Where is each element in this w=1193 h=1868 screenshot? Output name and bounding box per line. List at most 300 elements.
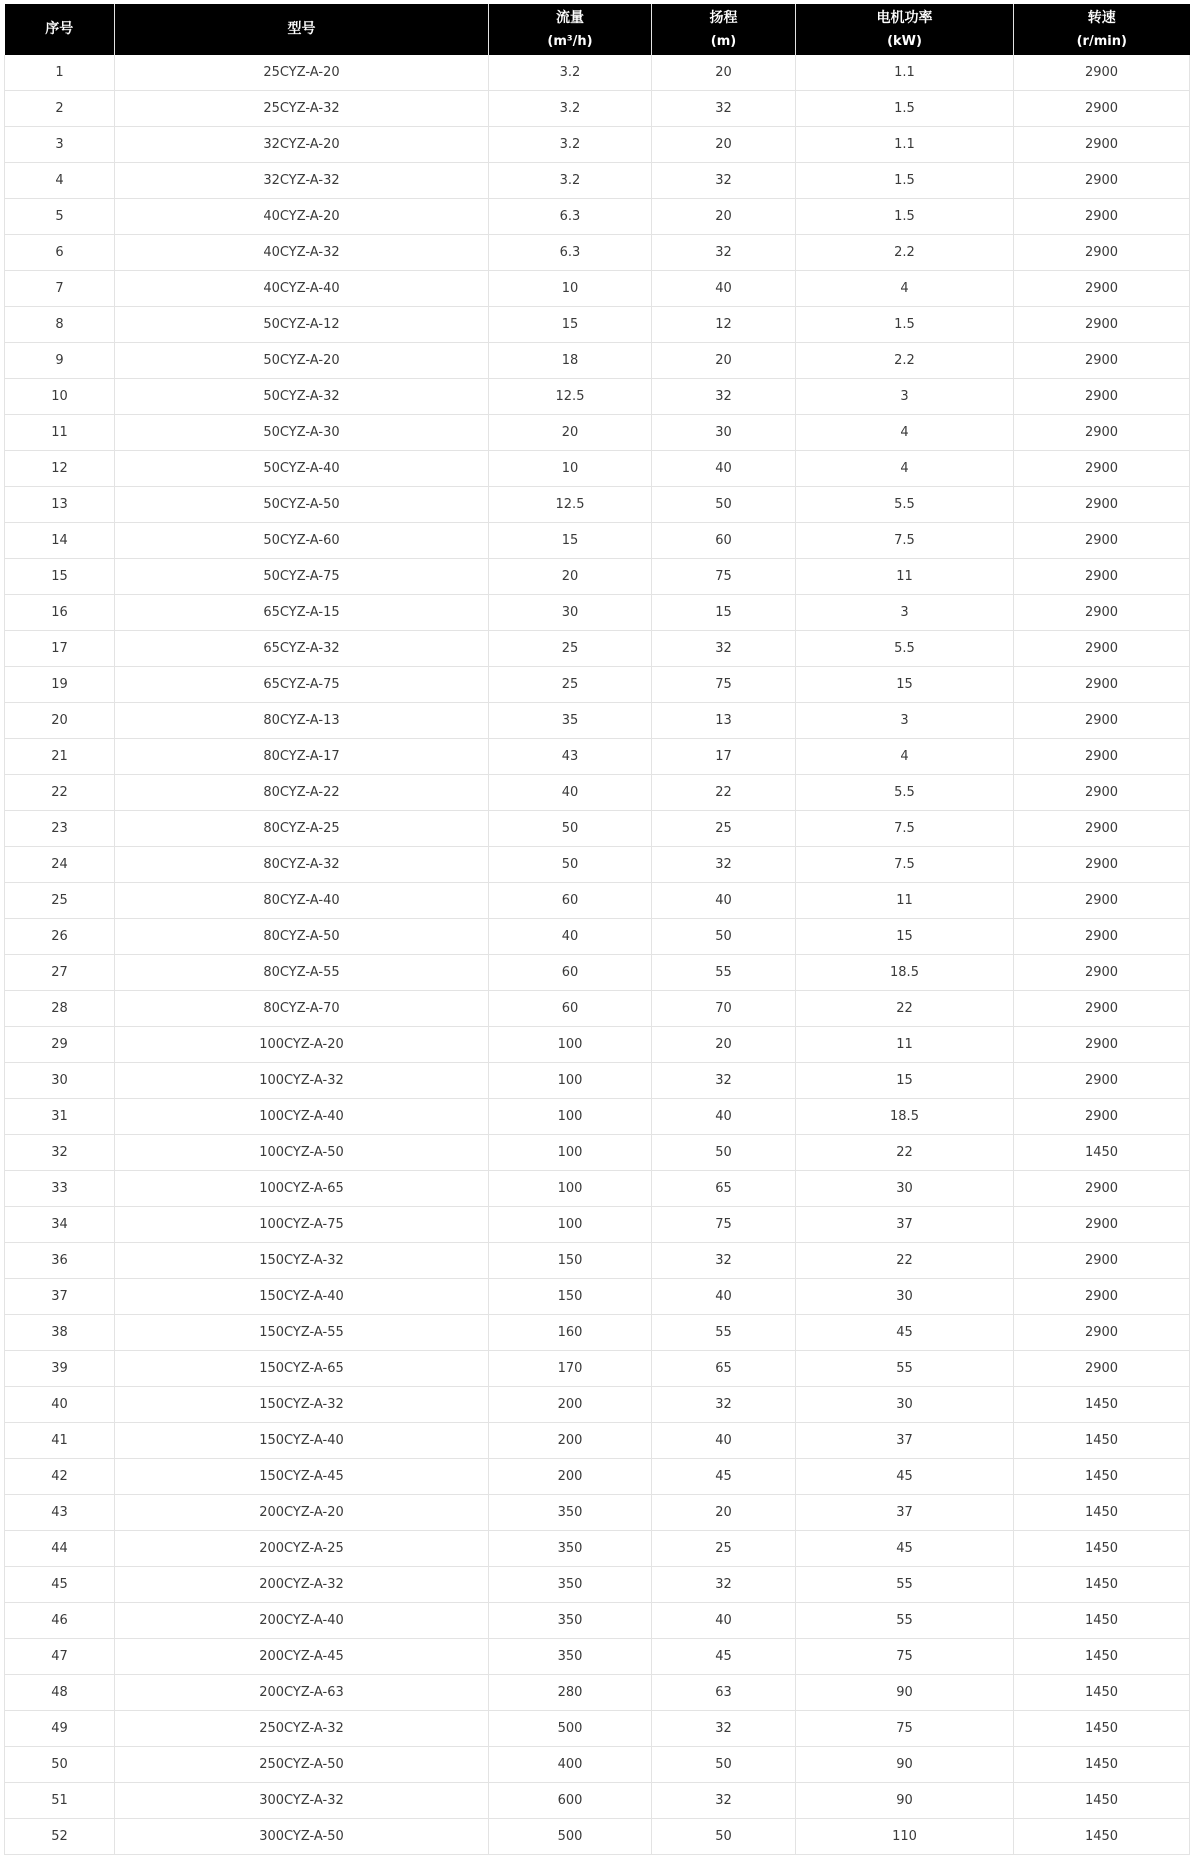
cell-index: 43	[5, 1495, 115, 1531]
table-row	[5, 1207, 1190, 1243]
cell-speed: 1450	[1014, 1135, 1190, 1171]
cell-head: 32	[652, 1063, 796, 1099]
cell-speed: 2900	[1014, 343, 1190, 379]
cell-speed: 2900	[1014, 559, 1190, 595]
cell-head: 55	[652, 1315, 796, 1351]
cell-index: 14	[5, 523, 115, 559]
cell-motor-power: 4	[796, 739, 1014, 775]
cell-speed: 2900	[1014, 595, 1190, 631]
cell-flow: 200	[489, 1423, 652, 1459]
cell-motor-power: 110	[796, 1819, 1014, 1855]
cell-model: 80CYZ-A-55	[115, 955, 489, 991]
cell-model: 300CYZ-A-50	[115, 1819, 489, 1855]
cell-motor-power: 11	[796, 1027, 1014, 1063]
cell-model: 100CYZ-A-20	[115, 1027, 489, 1063]
cell-flow: 60	[489, 991, 652, 1027]
cell-head: 32	[652, 631, 796, 667]
header-label: 流量	[556, 9, 584, 26]
header-flow	[489, 4, 652, 55]
cell-head: 45	[652, 1459, 796, 1495]
cell-head: 50	[652, 1819, 796, 1855]
cell-speed: 2900	[1014, 883, 1190, 919]
cell-motor-power: 22	[796, 1135, 1014, 1171]
cell-speed: 2900	[1014, 199, 1190, 235]
cell-index: 21	[5, 739, 115, 775]
cell-motor-power: 15	[796, 919, 1014, 955]
table-row	[5, 1747, 1190, 1783]
table-row	[5, 883, 1190, 919]
cell-model: 32CYZ-A-32	[115, 163, 489, 199]
cell-motor-power: 2.2	[796, 235, 1014, 271]
header-label: 序号	[45, 21, 74, 37]
table-row	[5, 1387, 1190, 1423]
cell-speed: 2900	[1014, 847, 1190, 883]
cell-index: 45	[5, 1567, 115, 1603]
header-label: 转速	[1087, 9, 1116, 26]
cell-model: 80CYZ-A-70	[115, 991, 489, 1027]
cell-motor-power: 4	[796, 271, 1014, 307]
cell-motor-power: 37	[796, 1207, 1014, 1243]
table-row	[5, 379, 1190, 415]
table-row	[5, 523, 1190, 559]
header-unit: (kW)	[887, 33, 922, 49]
cell-speed: 1450	[1014, 1819, 1190, 1855]
cell-head: 32	[652, 235, 796, 271]
cell-model: 65CYZ-A-75	[115, 667, 489, 703]
table-row	[5, 1459, 1190, 1495]
cell-head: 45	[652, 1639, 796, 1675]
cell-motor-power: 3	[796, 703, 1014, 739]
table-row	[5, 487, 1190, 523]
cell-flow: 100	[489, 1027, 652, 1063]
cell-index: 41	[5, 1423, 115, 1459]
cell-motor-power: 30	[796, 1171, 1014, 1207]
cell-flow: 100	[489, 1099, 652, 1135]
cell-motor-power: 1.5	[796, 163, 1014, 199]
cell-flow: 350	[489, 1531, 652, 1567]
cell-model: 80CYZ-A-13	[115, 703, 489, 739]
cell-model: 25CYZ-A-20	[115, 55, 489, 91]
cell-flow: 100	[489, 1063, 652, 1099]
cell-model: 50CYZ-A-32	[115, 379, 489, 415]
table-row	[5, 91, 1190, 127]
cell-head: 32	[652, 1783, 796, 1819]
cell-index: 13	[5, 487, 115, 523]
header-label: 型号	[287, 21, 316, 37]
cell-index: 47	[5, 1639, 115, 1675]
cell-flow: 35	[489, 703, 652, 739]
cell-speed: 1450	[1014, 1603, 1190, 1639]
cell-flow: 3.2	[489, 163, 652, 199]
table-row	[5, 451, 1190, 487]
cell-index: 11	[5, 415, 115, 451]
cell-head: 65	[652, 1171, 796, 1207]
cell-model: 100CYZ-A-40	[115, 1099, 489, 1135]
cell-motor-power: 45	[796, 1459, 1014, 1495]
cell-speed: 2900	[1014, 55, 1190, 91]
cell-head: 22	[652, 775, 796, 811]
cell-speed: 2900	[1014, 703, 1190, 739]
cell-head: 32	[652, 1711, 796, 1747]
table-row	[5, 271, 1190, 307]
cell-head: 50	[652, 919, 796, 955]
cell-speed: 2900	[1014, 163, 1190, 199]
cell-model: 80CYZ-A-32	[115, 847, 489, 883]
cell-model: 80CYZ-A-25	[115, 811, 489, 847]
cell-head: 40	[652, 1279, 796, 1315]
cell-flow: 15	[489, 307, 652, 343]
cell-motor-power: 1.1	[796, 127, 1014, 163]
cell-speed: 2900	[1014, 235, 1190, 271]
table-row	[5, 739, 1190, 775]
cell-index: 33	[5, 1171, 115, 1207]
cell-speed: 1450	[1014, 1639, 1190, 1675]
table-row	[5, 955, 1190, 991]
cell-speed: 2900	[1014, 1027, 1190, 1063]
cell-head: 63	[652, 1675, 796, 1711]
cell-speed: 2900	[1014, 919, 1190, 955]
cell-speed: 2900	[1014, 1207, 1190, 1243]
table-row	[5, 343, 1190, 379]
cell-head: 20	[652, 55, 796, 91]
cell-head: 25	[652, 811, 796, 847]
cell-index: 25	[5, 883, 115, 919]
cell-motor-power: 3	[796, 595, 1014, 631]
cell-speed: 2900	[1014, 451, 1190, 487]
cell-flow: 60	[489, 955, 652, 991]
cell-flow: 20	[489, 559, 652, 595]
cell-flow: 100	[489, 1135, 652, 1171]
cell-head: 55	[652, 955, 796, 991]
cell-motor-power: 7.5	[796, 847, 1014, 883]
cell-motor-power: 11	[796, 883, 1014, 919]
cell-motor-power: 7.5	[796, 811, 1014, 847]
cell-head: 65	[652, 1351, 796, 1387]
header-speed	[1014, 4, 1190, 55]
cell-flow: 350	[489, 1495, 652, 1531]
cell-speed: 2900	[1014, 991, 1190, 1027]
table-header	[5, 4, 1190, 55]
cell-model: 80CYZ-A-40	[115, 883, 489, 919]
cell-head: 75	[652, 1207, 796, 1243]
cell-index: 22	[5, 775, 115, 811]
cell-head: 20	[652, 343, 796, 379]
cell-flow: 10	[489, 451, 652, 487]
header-label: 扬程	[709, 9, 738, 26]
table-row	[5, 235, 1190, 271]
cell-head: 32	[652, 847, 796, 883]
table-row	[5, 1027, 1190, 1063]
cell-index: 15	[5, 559, 115, 595]
cell-speed: 2900	[1014, 955, 1190, 991]
cell-model: 80CYZ-A-17	[115, 739, 489, 775]
cell-flow: 100	[489, 1207, 652, 1243]
header-label: 电机功率	[876, 9, 933, 26]
cell-head: 32	[652, 1567, 796, 1603]
header-model	[115, 4, 489, 55]
cell-flow: 20	[489, 415, 652, 451]
cell-index: 20	[5, 703, 115, 739]
cell-index: 51	[5, 1783, 115, 1819]
cell-motor-power: 1.5	[796, 199, 1014, 235]
cell-flow: 25	[489, 667, 652, 703]
cell-flow: 3.2	[489, 91, 652, 127]
table-row	[5, 1423, 1190, 1459]
cell-speed: 2900	[1014, 739, 1190, 775]
cell-model: 32CYZ-A-20	[115, 127, 489, 163]
cell-head: 40	[652, 451, 796, 487]
table-row	[5, 415, 1190, 451]
cell-speed: 2900	[1014, 1279, 1190, 1315]
cell-head: 20	[652, 1027, 796, 1063]
table-row	[5, 919, 1190, 955]
header-unit: (r/min)	[1076, 33, 1127, 49]
cell-speed: 2900	[1014, 91, 1190, 127]
cell-motor-power: 37	[796, 1495, 1014, 1531]
cell-model: 200CYZ-A-25	[115, 1531, 489, 1567]
cell-model: 50CYZ-A-75	[115, 559, 489, 595]
table-row	[5, 55, 1190, 91]
cell-head: 60	[652, 523, 796, 559]
cell-model: 40CYZ-A-32	[115, 235, 489, 271]
cell-index: 48	[5, 1675, 115, 1711]
cell-index: 46	[5, 1603, 115, 1639]
cell-index: 9	[5, 343, 115, 379]
cell-model: 65CYZ-A-15	[115, 595, 489, 631]
cell-flow: 160	[489, 1315, 652, 1351]
cell-model: 300CYZ-A-32	[115, 1783, 489, 1819]
cell-speed: 1450	[1014, 1459, 1190, 1495]
cell-flow: 150	[489, 1279, 652, 1315]
cell-head: 17	[652, 739, 796, 775]
cell-index: 24	[5, 847, 115, 883]
cell-flow: 12.5	[489, 487, 652, 523]
header-motor-power	[796, 4, 1014, 55]
header-row	[5, 4, 1190, 55]
cell-speed: 2900	[1014, 487, 1190, 523]
cell-model: 150CYZ-A-45	[115, 1459, 489, 1495]
cell-head: 75	[652, 667, 796, 703]
cell-speed: 2900	[1014, 667, 1190, 703]
cell-motor-power: 22	[796, 1243, 1014, 1279]
cell-flow: 10	[489, 271, 652, 307]
header-index	[5, 4, 115, 55]
cell-index: 40	[5, 1387, 115, 1423]
cell-flow: 6.3	[489, 235, 652, 271]
cell-index: 7	[5, 271, 115, 307]
cell-speed: 1450	[1014, 1531, 1190, 1567]
cell-index: 16	[5, 595, 115, 631]
cell-model: 40CYZ-A-40	[115, 271, 489, 307]
table-row	[5, 1495, 1190, 1531]
cell-head: 50	[652, 487, 796, 523]
cell-head: 70	[652, 991, 796, 1027]
cell-model: 100CYZ-A-65	[115, 1171, 489, 1207]
cell-model: 50CYZ-A-30	[115, 415, 489, 451]
cell-index: 49	[5, 1711, 115, 1747]
table-row	[5, 991, 1190, 1027]
cell-index: 26	[5, 919, 115, 955]
cell-speed: 2900	[1014, 775, 1190, 811]
cell-motor-power: 1.5	[796, 91, 1014, 127]
cell-model: 150CYZ-A-32	[115, 1243, 489, 1279]
cell-head: 15	[652, 595, 796, 631]
cell-motor-power: 4	[796, 415, 1014, 451]
table-row	[5, 559, 1190, 595]
cell-head: 30	[652, 415, 796, 451]
cell-motor-power: 30	[796, 1387, 1014, 1423]
cell-motor-power: 45	[796, 1531, 1014, 1567]
cell-head: 32	[652, 91, 796, 127]
table-row	[5, 1603, 1190, 1639]
table-row	[5, 307, 1190, 343]
cell-speed: 2900	[1014, 631, 1190, 667]
cell-motor-power: 11	[796, 559, 1014, 595]
table-row	[5, 1315, 1190, 1351]
table-row	[5, 703, 1190, 739]
cell-model: 100CYZ-A-32	[115, 1063, 489, 1099]
table-row	[5, 1171, 1190, 1207]
header-unit: (m³/h)	[547, 33, 593, 49]
cell-motor-power: 7.5	[796, 523, 1014, 559]
cell-head: 40	[652, 271, 796, 307]
cell-index: 2	[5, 91, 115, 127]
table-row	[5, 199, 1190, 235]
cell-index: 34	[5, 1207, 115, 1243]
cell-index: 10	[5, 379, 115, 415]
cell-model: 50CYZ-A-50	[115, 487, 489, 523]
cell-flow: 350	[489, 1567, 652, 1603]
cell-index: 42	[5, 1459, 115, 1495]
cell-model: 150CYZ-A-55	[115, 1315, 489, 1351]
cell-motor-power: 30	[796, 1279, 1014, 1315]
table-row	[5, 1711, 1190, 1747]
cell-model: 50CYZ-A-20	[115, 343, 489, 379]
cell-flow: 500	[489, 1819, 652, 1855]
cell-speed: 2900	[1014, 1063, 1190, 1099]
cell-model: 250CYZ-A-32	[115, 1711, 489, 1747]
cell-head: 13	[652, 703, 796, 739]
pump-spec-table	[4, 4, 1190, 1855]
cell-flow: 280	[489, 1675, 652, 1711]
cell-head: 32	[652, 379, 796, 415]
cell-model: 200CYZ-A-40	[115, 1603, 489, 1639]
cell-index: 32	[5, 1135, 115, 1171]
table-row	[5, 811, 1190, 847]
cell-index: 12	[5, 451, 115, 487]
cell-flow: 350	[489, 1603, 652, 1639]
table-row	[5, 595, 1190, 631]
pump-spec-table-container	[4, 4, 1189, 1855]
cell-motor-power: 55	[796, 1567, 1014, 1603]
cell-flow: 600	[489, 1783, 652, 1819]
cell-motor-power: 18.5	[796, 1099, 1014, 1135]
cell-index: 5	[5, 199, 115, 235]
cell-speed: 1450	[1014, 1783, 1190, 1819]
cell-index: 36	[5, 1243, 115, 1279]
table-row	[5, 1351, 1190, 1387]
cell-speed: 2900	[1014, 1099, 1190, 1135]
cell-motor-power: 4	[796, 451, 1014, 487]
cell-head: 20	[652, 1495, 796, 1531]
cell-flow: 50	[489, 847, 652, 883]
cell-model: 65CYZ-A-32	[115, 631, 489, 667]
cell-speed: 2900	[1014, 379, 1190, 415]
table-row	[5, 1675, 1190, 1711]
cell-index: 38	[5, 1315, 115, 1351]
cell-speed: 1450	[1014, 1675, 1190, 1711]
cell-model: 200CYZ-A-32	[115, 1567, 489, 1603]
cell-model: 150CYZ-A-65	[115, 1351, 489, 1387]
cell-index: 31	[5, 1099, 115, 1135]
cell-motor-power: 90	[796, 1747, 1014, 1783]
cell-motor-power: 90	[796, 1675, 1014, 1711]
header-head	[652, 4, 796, 55]
cell-head: 32	[652, 163, 796, 199]
cell-speed: 1450	[1014, 1711, 1190, 1747]
cell-head: 50	[652, 1135, 796, 1171]
cell-speed: 2900	[1014, 307, 1190, 343]
cell-index: 29	[5, 1027, 115, 1063]
cell-index: 52	[5, 1819, 115, 1855]
cell-index: 50	[5, 1747, 115, 1783]
cell-speed: 2900	[1014, 1243, 1190, 1279]
cell-model: 150CYZ-A-32	[115, 1387, 489, 1423]
cell-flow: 150	[489, 1243, 652, 1279]
cell-motor-power: 1.5	[796, 307, 1014, 343]
table-row	[5, 1099, 1190, 1135]
cell-model: 40CYZ-A-20	[115, 199, 489, 235]
cell-speed: 2900	[1014, 811, 1190, 847]
cell-speed: 2900	[1014, 271, 1190, 307]
table-row	[5, 1639, 1190, 1675]
cell-model: 25CYZ-A-32	[115, 91, 489, 127]
cell-index: 30	[5, 1063, 115, 1099]
cell-head: 25	[652, 1531, 796, 1567]
cell-index: 44	[5, 1531, 115, 1567]
cell-flow: 200	[489, 1459, 652, 1495]
cell-speed: 2900	[1014, 127, 1190, 163]
cell-flow: 18	[489, 343, 652, 379]
cell-index: 1	[5, 55, 115, 91]
table-row	[5, 1567, 1190, 1603]
cell-index: 3	[5, 127, 115, 163]
table-row	[5, 1783, 1190, 1819]
cell-flow: 40	[489, 775, 652, 811]
cell-model: 200CYZ-A-20	[115, 1495, 489, 1531]
cell-speed: 2900	[1014, 1171, 1190, 1207]
cell-flow: 100	[489, 1171, 652, 1207]
cell-motor-power: 75	[796, 1639, 1014, 1675]
cell-head: 20	[652, 127, 796, 163]
cell-speed: 1450	[1014, 1387, 1190, 1423]
cell-model: 150CYZ-A-40	[115, 1423, 489, 1459]
cell-index: 23	[5, 811, 115, 847]
table-row	[5, 1819, 1190, 1855]
cell-motor-power: 5.5	[796, 775, 1014, 811]
cell-model: 100CYZ-A-50	[115, 1135, 489, 1171]
cell-flow: 50	[489, 811, 652, 847]
cell-head: 50	[652, 1747, 796, 1783]
cell-speed: 2900	[1014, 523, 1190, 559]
table-row	[5, 847, 1190, 883]
cell-model: 200CYZ-A-45	[115, 1639, 489, 1675]
table-row	[5, 127, 1190, 163]
cell-head: 75	[652, 559, 796, 595]
cell-index: 28	[5, 991, 115, 1027]
cell-flow: 400	[489, 1747, 652, 1783]
cell-index: 8	[5, 307, 115, 343]
